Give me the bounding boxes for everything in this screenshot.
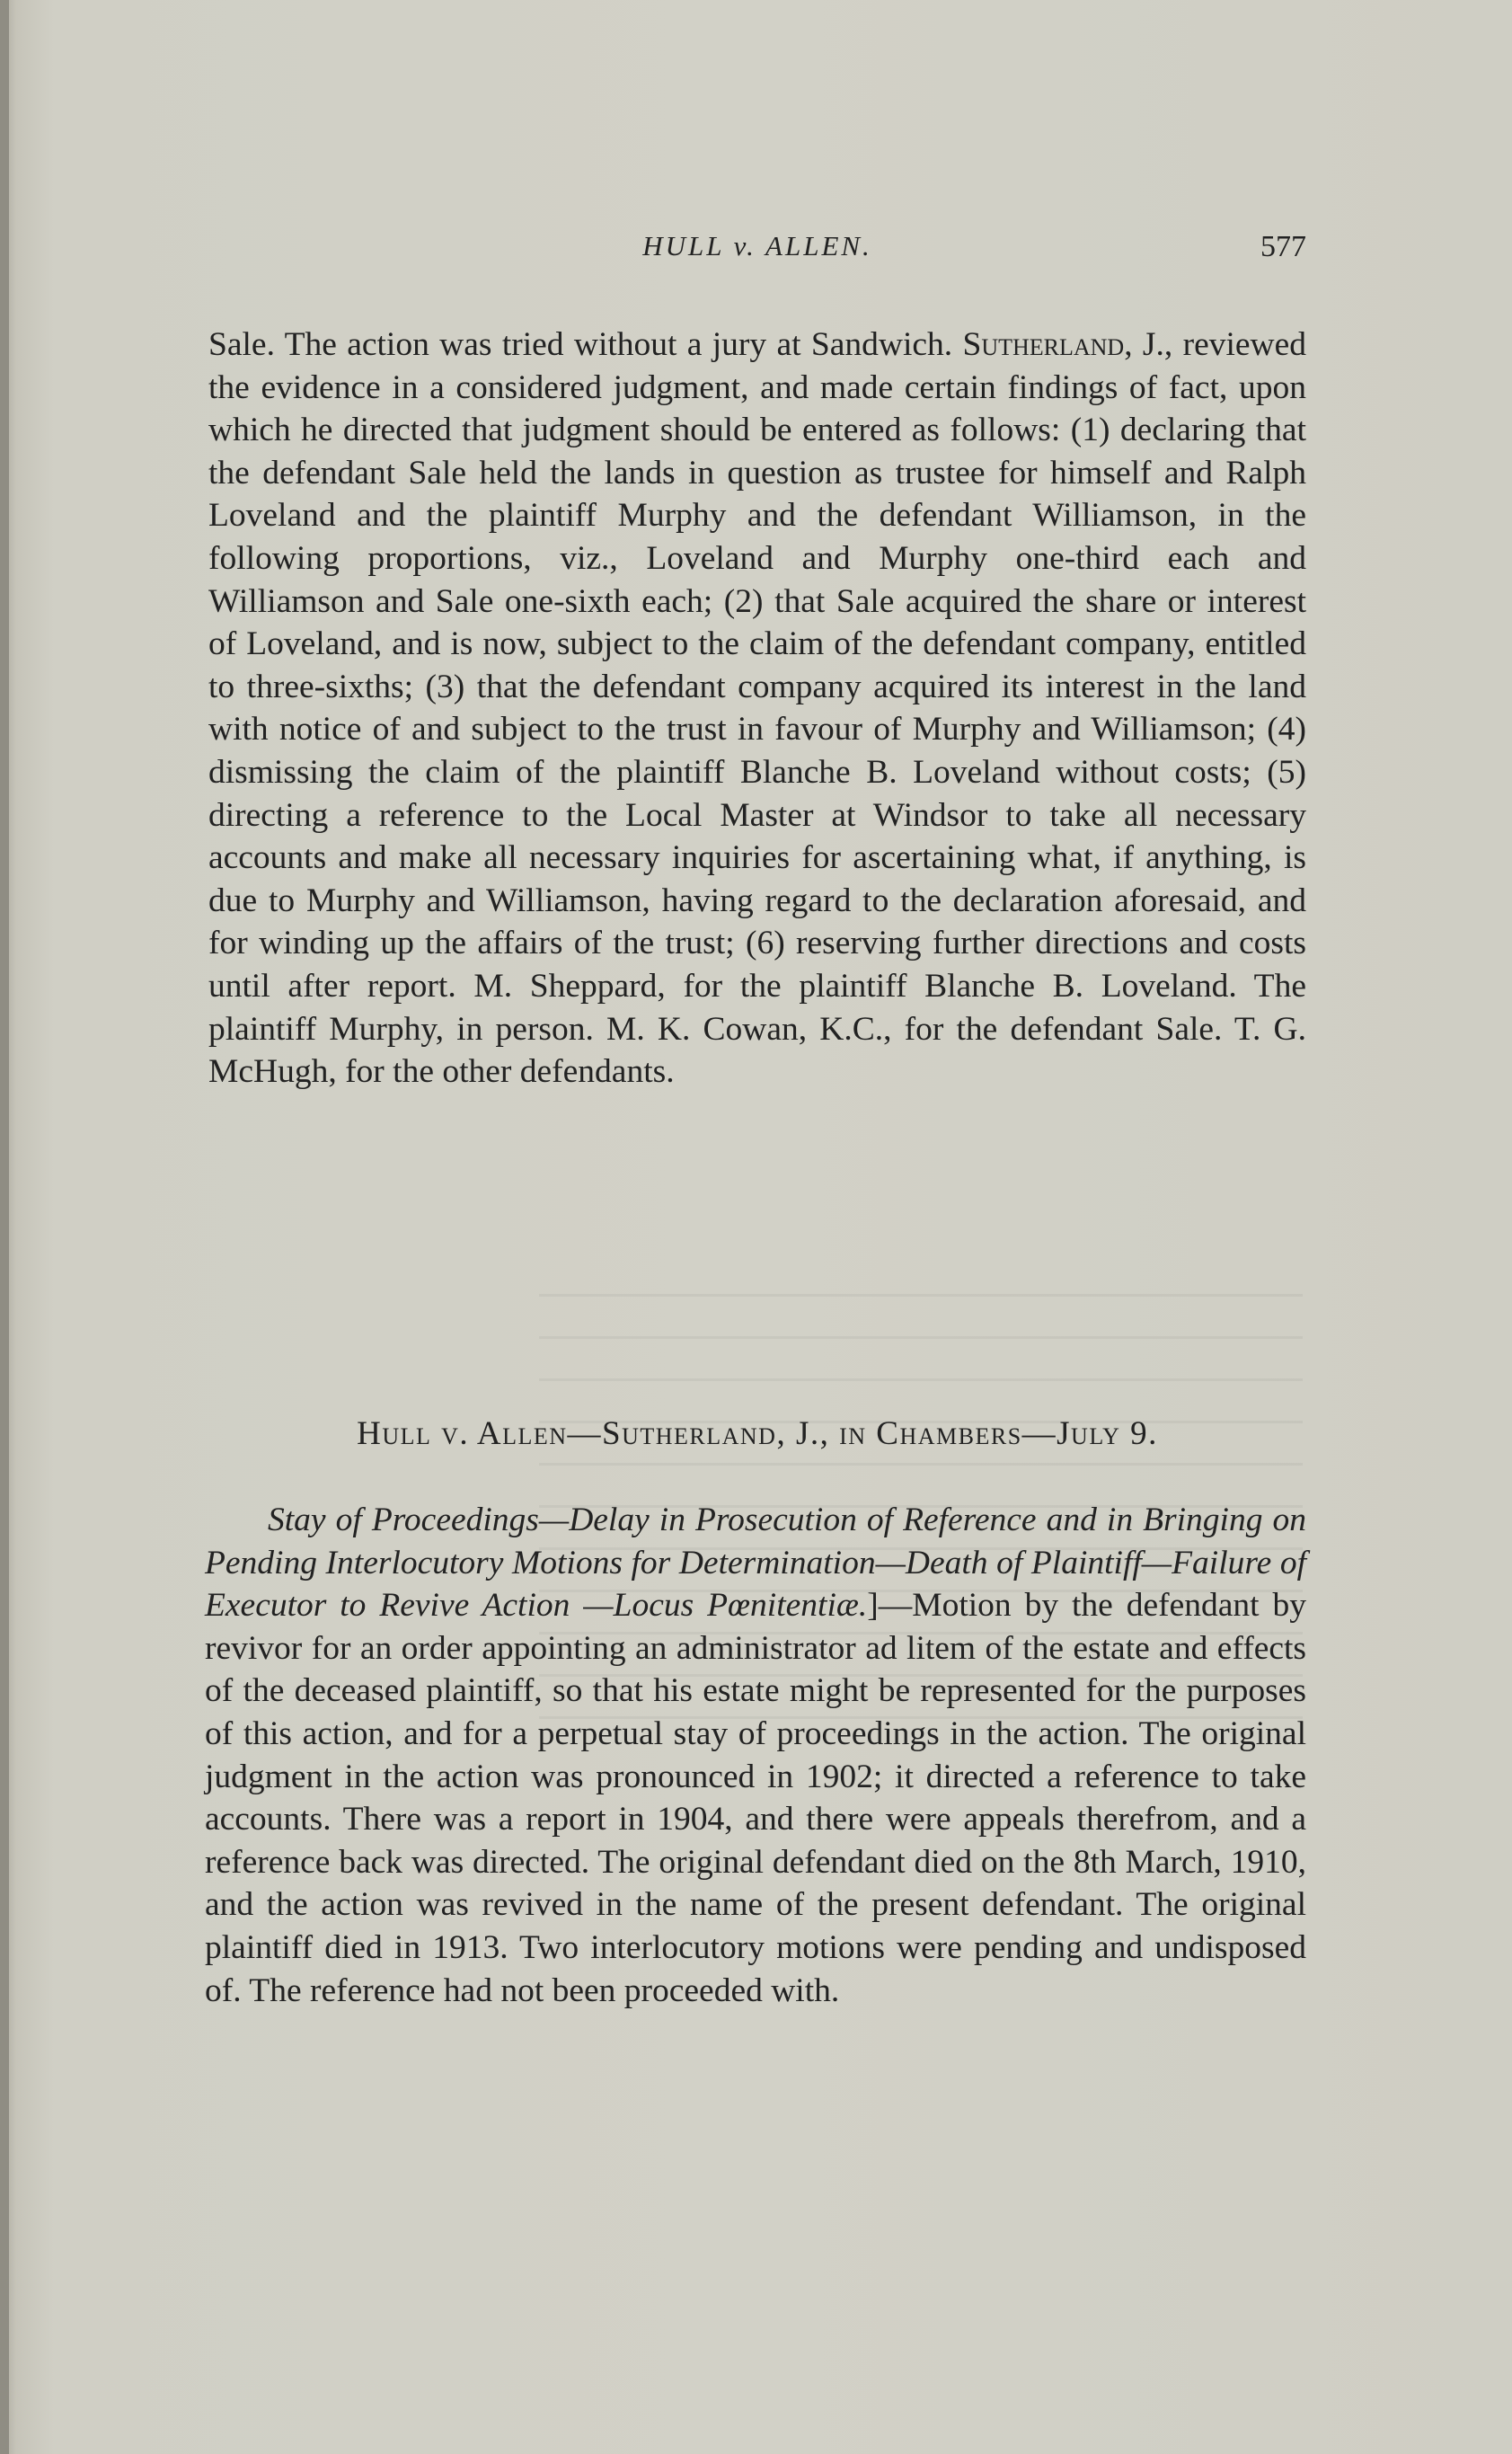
running-head: HULL v. ALLEN. — [642, 230, 872, 261]
second-case-paragraph — [205, 1499, 1306, 2012]
case-heading: Hull v. Allen—Sutherland, J., in Chambers—July 9. — [357, 1415, 1158, 1452]
first-case-text — [208, 323, 1306, 1094]
second-case-text — [205, 1499, 1306, 2012]
text-before-judge: Sale. The action was tried without a jury at Sandwich. — [208, 326, 953, 363]
case-body: ]—Motion by the defendant by revivor for an order appointing an administrator ad litem of the estate and effects of the deceased plaintiff, so that his estate might be represented for the purposes of this action, and for a perpetual stay of proceedings in the action. The original judgment in the action was pronounced in 1902; it directed a reference to take accounts. There was a report in 1904, and there were appeals therefrom, and a reference back was directed. The original defendant died on the 8th March, 1910, and the action was revived in the name of the present defendant. The original plaintiff died in 1913. Two interlocutory motions were pending and undisposed of. The reference had not been proceeded with. — [205, 1587, 1306, 2009]
page-spine-shadow — [0, 0, 9, 2454]
text-after-judge: , J., reviewed the evidence in a considered judgment, and made certain findings of fact, upon which he directed that judgment should be entered as follows: (1) declaring that the defendant Sale held the lands in question as trustee for himself and Ralph Loveland and the plaintiff Murphy and the defendant Williamson, in the following proportions, viz., Loveland and Murphy one-third each and Williamson and Sale one-sixth each; (2) that Sale acquired the share or interest of Loveland, and is now, subject to the claim of the defendant company, entitled to three-sixths; (3) that the defendant company acquired its interest in the land with notice of and subject to the trust in favour of Murphy and Williamson; (4) dismissing the claim of the plaintiff Blanche B. Loveland without costs; (5) directing a reference to the Local Master at Windsor to take all necessary accounts and make all necessary inquiries for ascertaining what, if anything, is due to Murphy and Williamson, having regard to the declaration aforesaid, and for winding up the affairs of the trust; (6) reserving further directions and costs until after report. M. Sheppard, for the plaintiff Blanche B. Loveland. The plaintiff Murphy, in person. M. K. Cowan, K.C., for the defendant Sale. T. G. McHugh, for the other defendants. — [208, 326, 1306, 1091]
first-case-paragraph — [208, 323, 1306, 1094]
page-header — [208, 230, 1306, 275]
headnote: Stay of Proceedings—Delay in Prosecution of Reference and in Bringing on Pending Interlocutory Motions for Determination—Death of Plaintiff—Failure of Executor to Revive Action —Locus Pœnitentiæ. — [205, 1502, 1306, 1625]
judge-name: Sutherland — [962, 326, 1125, 363]
page-number: 577 — [1260, 230, 1306, 263]
